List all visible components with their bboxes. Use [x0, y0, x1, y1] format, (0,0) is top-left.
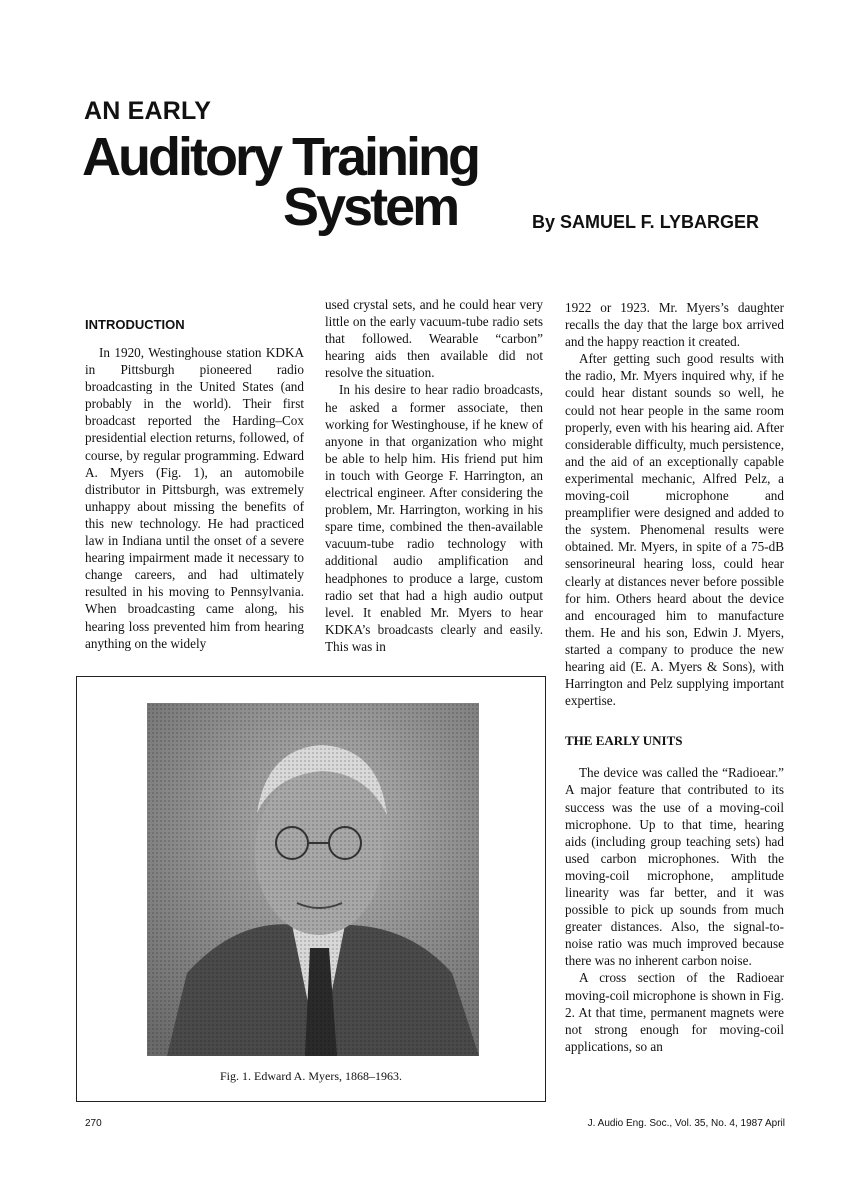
paragraph: In 1920, Westinghouse station KDKA in Pittsburgh pioneered radio broadcasting in the United States (and probably in the world). Their first broadcast reported the Harding–Cox presidential election returns, followed, of course, by regular programming. Edward A. Myers (Fig. 1), an automobile distributor in Pittsburgh, was extremely unhappy about missing the benefits of this new technology. He had practiced law in Indiana until the onset of a severe hearing impairment made it necessary to change careers, and had ultimately resulted in his moving to Pennsylvania. When broadcasting came along, his hearing loss prevented him from hearing anything on the widely [85, 345, 304, 651]
article-title-line1: Auditory Training [82, 127, 479, 187]
paragraph: The device was called the “Radioear.” A major feature that contributed to its success was the use of a moving-coil microphone. Up to that time, hearing aids (including group teaching sets) had used carbon microphones. With the moving-coil microphone, amplitude linearity was far better, and it was possible to pick up sounds from much greater distances. Also, the signal-to-noise ratio was much improved because there was no inherent carbon noise. [565, 765, 784, 969]
byline: By SAMUEL F. LYBARGER [532, 212, 760, 232]
column-2 [325, 296, 543, 655]
article-title-line2: System [283, 177, 458, 237]
section-heading-introduction: INTRODUCTION [85, 317, 185, 332]
portrait-photo [147, 703, 479, 1056]
paragraph: After getting such good results with the radio, Mr. Myers inquired why, if he could hear distant sounds so well, he could not hear people in the same room properly, even with his hearing aid. After considerable difficulty, much persistence, and the aid of an exceptionally capable experimental mechanic, Alfred Pelz, a moving-coil microphone and preamplifier were designed and added to the system. Phenomenal results were obtained. Mr. Myers, in spite of a 75-dB sensorineural hearing loss, could hear clearly at distances never before possible for him. Others heard about the device and encouraged him to manufacture them. He and his son, Edwin J. Myers, started a company to produce the new hearing aid (E. A. Myers & Sons), with Harrington and Pelz supplying important expertise. [565, 351, 784, 709]
column-3 [565, 299, 784, 1055]
journal-citation: J. Audio Eng. Soc., Vol. 35, No. 4, 1987 April [587, 1118, 785, 1129]
column-1 [85, 344, 304, 652]
figure-caption: Fig. 1. Edward A. Myers, 1868–1963. [220, 1069, 402, 1083]
paragraph: A cross section of the Radioear moving-coil microphone is shown in Fig. 2. At that time, permanent magnets were not strong enough for moving-coil applications, so an [565, 970, 784, 1054]
paragraph: 1922 or 1923. Mr. Myers’s daughter recalls the day that the large box arrived and the happy reaction it created. [565, 300, 784, 350]
paragraph: In his desire to hear radio broadcasts, he asked a former associate, then working for Westinghouse, if he knew of anyone in that organization who might be able to help him. His friend put him in touch with George F. Harrington, an electrical engineer. After considering the problem, Mr. Harrington, working in his spare time, combined the then-available vacuum-tube radio technology with additional audio amplification and headphones to produce a large, custom radio set that had a high audio output level. It enabled Mr. Myers to hear KDKA’s broadcasts clearly and easily. This was in [325, 382, 543, 654]
kicker: AN EARLY [84, 97, 212, 125]
paragraph: used crystal sets, and he could hear very little on the early vacuum-tube radio sets that followed. Wearable “carbon” hearing aids then available did not resolve the situation. [325, 297, 543, 381]
section-heading-early-units: THE EARLY UNITS [565, 733, 683, 749]
page-number: 270 [85, 1118, 102, 1129]
